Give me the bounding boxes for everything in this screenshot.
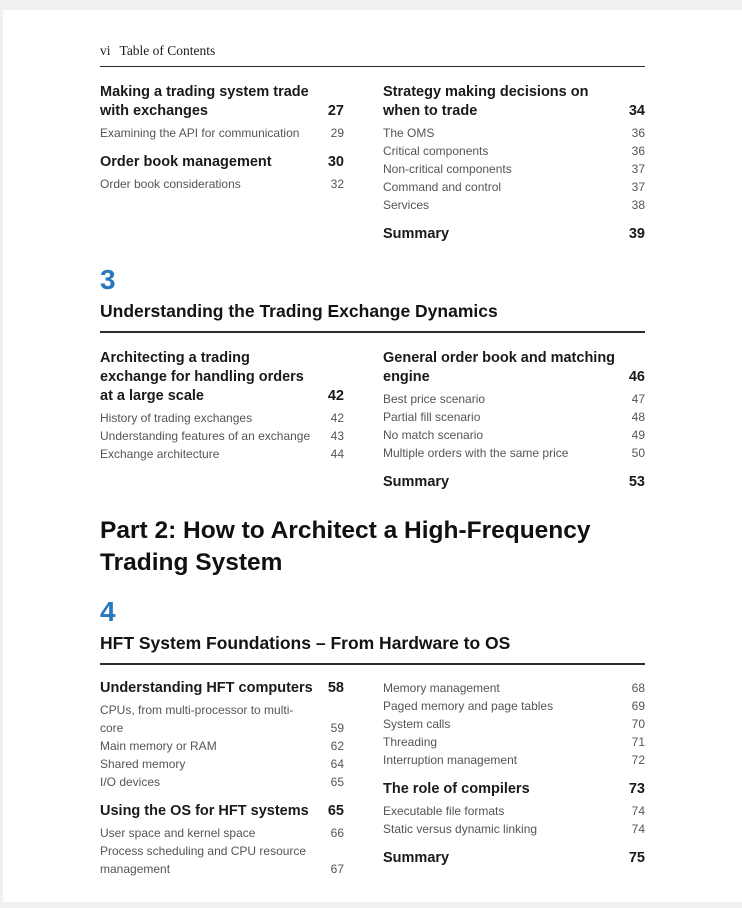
ch3-column-left: [100, 349, 344, 495]
toc-title: Summary: [383, 226, 450, 242]
toc-page-number: 50: [631, 446, 645, 460]
toc-page-number: 49: [631, 428, 645, 442]
toc-title: Memory management: [383, 681, 500, 695]
toc-entry-row[interactable]: [383, 820, 645, 838]
toc-title: Services: [383, 198, 430, 212]
toc-page-number: 37: [631, 180, 645, 194]
toc-page-number: 59: [330, 721, 344, 735]
toc-summary-row[interactable]: [383, 225, 645, 244]
ch2-toc-grid: [100, 83, 645, 247]
toc-entry-row[interactable]: [100, 409, 344, 427]
toc-heading-row[interactable]: [100, 153, 344, 172]
toc-entry-row[interactable]: [383, 751, 645, 769]
toc-page-number: 48: [631, 410, 645, 424]
toc-title: The role of compilers: [383, 781, 530, 797]
toc-page-number: 74: [631, 822, 645, 836]
toc-heading-row[interactable]: [100, 679, 344, 698]
ch2-column-left: [100, 83, 344, 247]
toc-entry-row[interactable]: [100, 773, 344, 791]
toc-entry-row[interactable]: [100, 842, 344, 878]
toc-entry-row[interactable]: [383, 444, 645, 462]
toc-title: Multiple orders with the same price: [383, 446, 569, 460]
toc-entry-row[interactable]: [383, 178, 645, 196]
toc-page-number: 73: [628, 781, 645, 797]
toc-title: The OMS: [383, 126, 435, 140]
toc-title: Summary: [383, 474, 450, 490]
toc-title: Non-critical components: [383, 162, 512, 176]
toc-title: Summary: [383, 850, 450, 866]
toc-page-number: 46: [628, 369, 645, 385]
toc-page: [3, 10, 742, 902]
toc-heading-row[interactable]: [100, 83, 344, 121]
part-2-heading: Part 2: How to Architect a High-Frequency Trading System: [100, 517, 591, 576]
toc-entry-row[interactable]: [383, 697, 645, 715]
ch4-column-right: [383, 679, 645, 878]
running-header-title: Table of Contents: [119, 43, 216, 58]
toc-page-number: 67: [330, 862, 344, 876]
toc-page-number: 64: [330, 757, 344, 771]
toc-heading-row[interactable]: [100, 802, 344, 821]
toc-title: User space and kernel space: [100, 826, 256, 840]
chapter-4-header: [100, 597, 645, 665]
ch3-column-right: [383, 349, 645, 495]
ch4-column-left: [100, 679, 344, 878]
toc-page-number: 42: [327, 388, 344, 404]
toc-summary-row[interactable]: [383, 473, 645, 492]
chapter-4-title: HFT System Foundations – From Hardware to OS: [100, 631, 645, 665]
toc-entry-row[interactable]: [100, 445, 344, 463]
toc-page-number: 32: [330, 177, 344, 191]
toc-summary-row[interactable]: [383, 849, 645, 868]
toc-page-number: 36: [631, 126, 645, 140]
toc-entry-row[interactable]: [383, 426, 645, 444]
toc-entry-row[interactable]: [383, 679, 645, 697]
toc-entry-row[interactable]: [100, 824, 344, 842]
toc-title: Strategy making decisions on when to trade: [383, 84, 589, 119]
toc-title: Interruption management: [383, 753, 518, 767]
toc-title: Command and control: [383, 180, 502, 194]
toc-entry-row[interactable]: [383, 160, 645, 178]
toc-heading-row[interactable]: [100, 349, 344, 406]
toc-title: Threading: [383, 735, 438, 749]
toc-entry-row[interactable]: [383, 196, 645, 214]
ch4-toc-grid: [100, 679, 645, 878]
toc-title: Order book considerations: [100, 177, 241, 191]
toc-page-number: 71: [631, 735, 645, 749]
toc-entry-row[interactable]: [383, 802, 645, 820]
toc-page-number: 68: [631, 681, 645, 695]
toc-page-number: 29: [330, 126, 344, 140]
ch2-column-right: [383, 83, 645, 247]
toc-title: Process scheduling and CPU resource management: [100, 844, 307, 876]
toc-page-number: 47: [631, 392, 645, 406]
toc-entry-row[interactable]: [383, 390, 645, 408]
toc-entry-row[interactable]: [383, 715, 645, 733]
toc-title: Architecting a trading exchange for handling orders at a large scale: [100, 350, 304, 404]
toc-title: Exchange architecture: [100, 447, 220, 461]
ch3-toc-grid: [100, 349, 645, 495]
toc-title: Best price scenario: [383, 392, 486, 406]
toc-entry-row[interactable]: [383, 408, 645, 426]
toc-title: Main memory or RAM: [100, 739, 217, 753]
toc-entry-row[interactable]: [383, 733, 645, 751]
toc-title: Paged memory and page tables: [383, 699, 554, 713]
chapter-3-title: Understanding the Trading Exchange Dynamics: [100, 299, 645, 333]
toc-page-number: 44: [330, 447, 344, 461]
toc-page-number: 65: [327, 803, 344, 819]
toc-title: Shared memory: [100, 757, 186, 771]
toc-title: Partial fill scenario: [383, 410, 481, 424]
chapter-3-header: [100, 265, 645, 333]
toc-entry-row[interactable]: [100, 175, 344, 193]
toc-page-number: 62: [330, 739, 344, 753]
toc-title: No match scenario: [383, 428, 484, 442]
toc-title: Using the OS for HFT systems: [100, 803, 309, 819]
chapter-4-number: 4: [100, 596, 116, 627]
running-header: [100, 43, 645, 67]
toc-page-number: 30: [327, 154, 344, 170]
toc-page-number: 27: [327, 103, 344, 119]
toc-title: Examining the API for communication: [100, 126, 300, 140]
toc-title: Understanding HFT computers: [100, 680, 313, 696]
toc-page-number: 72: [631, 753, 645, 767]
toc-entry-row[interactable]: [100, 701, 344, 737]
toc-title: Understanding features of an exchange: [100, 429, 311, 443]
toc-page-number: 74: [631, 804, 645, 818]
toc-title: Static versus dynamic linking: [383, 822, 538, 836]
toc-title: Making a trading system trade with exchanges: [100, 84, 309, 119]
toc-page-number: 39: [628, 226, 645, 242]
toc-page-number: 42: [330, 411, 344, 425]
toc-heading-row[interactable]: [383, 349, 645, 387]
toc-page-number: 65: [330, 775, 344, 789]
toc-page-number: 38: [631, 198, 645, 212]
toc-heading-row[interactable]: [383, 83, 645, 121]
toc-title: System calls: [383, 717, 451, 731]
toc-title: History of trading exchanges: [100, 411, 253, 425]
toc-page-number: 37: [631, 162, 645, 176]
toc-title: I/O devices: [100, 775, 161, 789]
toc-title: General order book and matching engine: [383, 350, 616, 385]
toc-title: Executable file formats: [383, 804, 505, 818]
toc-page-number: 70: [631, 717, 645, 731]
toc-page-number: 43: [330, 429, 344, 443]
toc-page-number: 34: [628, 103, 645, 119]
toc-entry-row[interactable]: [383, 142, 645, 160]
page-folio: vi: [100, 43, 111, 58]
toc-page-number: 53: [628, 474, 645, 490]
chapter-3-number: 3: [100, 264, 116, 295]
toc-entry-row[interactable]: [100, 737, 344, 755]
toc-entry-row[interactable]: [383, 124, 645, 142]
toc-entry-row[interactable]: [100, 755, 344, 773]
toc-page-number: 36: [631, 144, 645, 158]
toc-page-number: 66: [330, 826, 344, 840]
toc-title: CPUs, from multi-processor to multi-core: [100, 703, 294, 735]
toc-page-number: 69: [631, 699, 645, 713]
toc-heading-row[interactable]: [383, 780, 645, 799]
toc-content: [3, 43, 742, 878]
toc-page-number: 58: [327, 680, 344, 696]
toc-title: Order book management: [100, 154, 272, 170]
toc-entry-row[interactable]: [100, 427, 344, 445]
toc-title: Critical components: [383, 144, 489, 158]
toc-page-number: 75: [628, 850, 645, 866]
toc-entry-row[interactable]: [100, 124, 344, 142]
